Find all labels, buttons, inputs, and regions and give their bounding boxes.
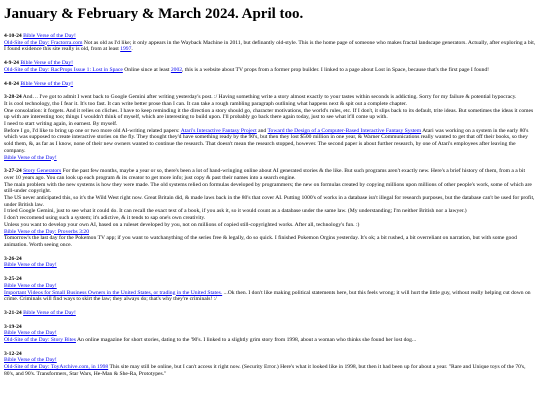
entry-4-8-24 <box>4 81 536 88</box>
fantasy-system-link[interactable]: Toward the Design of a Computer-Based Interactive Fantasy System <box>267 127 422 134</box>
entry-3-21-24 <box>4 310 536 317</box>
entry-3-25-24 <box>4 276 536 303</box>
entry-text: Before I go, I'd like to bring up one or two more old AI-writing related papers: <box>4 127 181 134</box>
entry-3-12-24 <box>4 351 536 378</box>
entry-text: This site may still be online, but I can't access it right now. (Security Error.) Here's what it looked like in 1998, but then it had been up for about a year. "Rare and Unique toys of the 70's, 80's, and 90's. Transformers, Star Wars, He-Man & She-Ra, Prototypes." <box>4 364 526 377</box>
entry-text-end: , this is a website about TV props from a former prop builder. I linked to a page about Lost in Space, because that's the first page I found! <box>182 66 490 73</box>
old-site-link[interactable]: Old-Site of the Day: Story Bites <box>4 337 76 344</box>
entry-date: 3-25-24 <box>4 276 22 283</box>
entry-text: Atari was working on a system in the early 80's which was supposed to create interactive stories on the fly. They thought they'd have something ready by the 90's, but then they lost $500 million in one year, & Warner Communications really wanted to get that off their books, so they sold them, &, as far as I know, none of their new owners wanted to continue the research. That doesn't mean the research stopped, however. The second paper is about further research, by one of Atari's employees after leaving the company. <box>4 127 529 154</box>
bible-verse-link[interactable]: Bible Verse of the Day! <box>4 154 57 161</box>
bible-verse-link[interactable]: Bible Verse of the Day! <box>4 330 57 337</box>
entry-date: 3-28-24 <box>4 94 22 101</box>
year-link[interactable]: 1997 <box>120 46 132 53</box>
entry-date: 4-10-24 <box>4 33 22 39</box>
bible-verse-link[interactable]: Bible Verse of the Day! <box>23 309 76 316</box>
entry-text: The US never anticipated this, so it's the Wild West right now. Great Britain did, & made laws back in the 80's that cover AI. Putting 1000's of works in a database isn't illegal for research purposes, but the database can't be used for profit, under British law. <box>4 195 535 208</box>
entry-text: The main problem with the new systems is how they were made. The old systems relied on formulas developed by programmers; the new on formulas created by copying millions upon millions of other people's work, some of which are still-under copyright. <box>4 181 532 195</box>
entry-text: I need to start writing again, in earnest. By myself. <box>4 121 118 128</box>
entry-3-27-24 <box>4 168 536 248</box>
entry-3-28-24 <box>4 94 536 161</box>
old-site-link[interactable]: Old-Site of the Day: ToyArchive.com, in 1998 <box>4 364 109 371</box>
entry-text: And… I've got to admit I went back to Google Gemini after writing yesterday's post. :/ Having something write a story almost exactly to your tastes within seconds is addicting. Sorry for my failure & potential hypocracy. <box>21 94 517 101</box>
entry-text: For the past few months, maybe a year or so, there's been a lot of hand-wringing online about AI generated stories & the like. But such programs aren't exactly new. Here's a brief history of them, from a a bit over 10 years ago. You can look up each program & its creator to get more info; just copy & past their names into a search engine. <box>4 168 526 181</box>
entry-date: 3-27-24 <box>4 168 22 175</box>
entry-4-10-24 <box>4 33 536 53</box>
entry-text: An online magazine for short stories, dating to the '90's. I linked to a slightly grim story from 1998, about a woman who thinks she found her lost dog... <box>75 337 417 344</box>
entry-text-end: . <box>131 46 133 53</box>
bible-verse-link[interactable]: Bible Verse of the Day: Proverbs 3:20 <box>4 228 90 235</box>
entry-text: One consolation: it forgets. And it relies on cliches. I have to keep reminding it the direction a story should go, character motivations, the world's rules, etc. If I don't, it slips back to its default, trite ideas. But sometimes the ideas it comes up with are interesting too; things I wouldn't think of myself, which are interesting to build upon. I'll probably go back there again today, just to see what it'll come up with. <box>4 107 534 121</box>
entry-date: 3-12-24 <box>4 350 22 357</box>
year-link[interactable]: 2002 <box>170 66 183 73</box>
bible-verse-link[interactable]: Bible Verse of the Day! <box>23 33 76 39</box>
bible-verse-link[interactable]: Bible Verse of the Day! <box>4 357 57 364</box>
entry-date: 3-26-24 <box>4 255 22 262</box>
small-business-videos-link[interactable]: Important Videos for Small Business Owners in the United States, or trading in the United States. <box>4 289 223 296</box>
entry-date: 4-8-24 <box>4 80 19 87</box>
entry-text: Tomorrow's the last day for the Pokemon TV app; if you want to watchanything of the series free & legally, do so quick. I finished Pokemon Orgins yesterday. It's ok; a bit rushed, a bit overreliant on narration, but with some good animation. Worth seeing once. <box>4 235 517 248</box>
old-site-link[interactable]: Old-Site of the Day: RacProps Issue 1: Lost in Space <box>4 66 123 73</box>
bible-verse-link[interactable]: Bible Verse of the Day! <box>20 60 74 67</box>
page-title: January & February & March 2024. April too. <box>4 6 304 22</box>
old-site-link[interactable]: Old-Site of the Day: Fractorra.com <box>4 39 83 46</box>
entry-text: It is cool technology, tho I fear it. It's too fast. It can write better prose than I can. It can take a rough rambling paragraph outlining what happens next & spit out a complete chapter. <box>4 100 407 107</box>
entry-4-9-24 <box>4 60 536 73</box>
entry-text: Online since at least <box>122 66 171 73</box>
bible-verse-link[interactable]: Bible Verse of the Day! <box>4 262 57 269</box>
entry-date: 3-21-24 <box>4 309 22 316</box>
bible-verse-link[interactable]: Bible Verse of the Day! <box>4 282 57 289</box>
story-generators-link[interactable]: Story Generators <box>23 168 62 175</box>
entry-text: Not as old as I'd like; it only appears in the Wayback Machine in 2011, but definantly old-style. This is the home page of someone who makes fractal landscape generators. Actually, after exploring a bit, I found exidence this site really is old, from at least <box>4 39 536 53</box>
entry-3-19-24 <box>4 324 536 344</box>
atari-project-link[interactable]: Atari's Interactive Fantasy Project <box>180 127 257 134</box>
entry-text: and <box>256 127 268 134</box>
entry-text: I don't reccomend using such a system; it's adictive, & it tends to sap one's own creativity. <box>4 215 206 222</box>
entry-text: Unless you want to develop your own AI, based on a ruleset developed by you, not on millions of copied still-copyrighted works. After all, technology's fun. :) <box>4 221 360 228</box>
bible-verse-link[interactable]: Bible Verse of the Day! <box>20 80 74 87</box>
entry-date: 3-19-24 <box>4 323 22 330</box>
entry-text: ...Ok then. I don't like making political statements here, but this feels wrong; it will hurt the little guy, without really helping cut down on crime. Criminals will find ways to skirt the law; they always do; that's why they're criminals! :/ <box>4 289 531 303</box>
entry-date: 4-9-24 <box>4 60 19 67</box>
entry-text: I tried Google Gemini, just to see what it could do. It can recall the exact text of a book, if you ask it, so it would count as a database under the same law. (My understanding; I'm neither British nor a lawyer.) <box>4 208 467 215</box>
entry-3-26-24 <box>4 256 536 269</box>
